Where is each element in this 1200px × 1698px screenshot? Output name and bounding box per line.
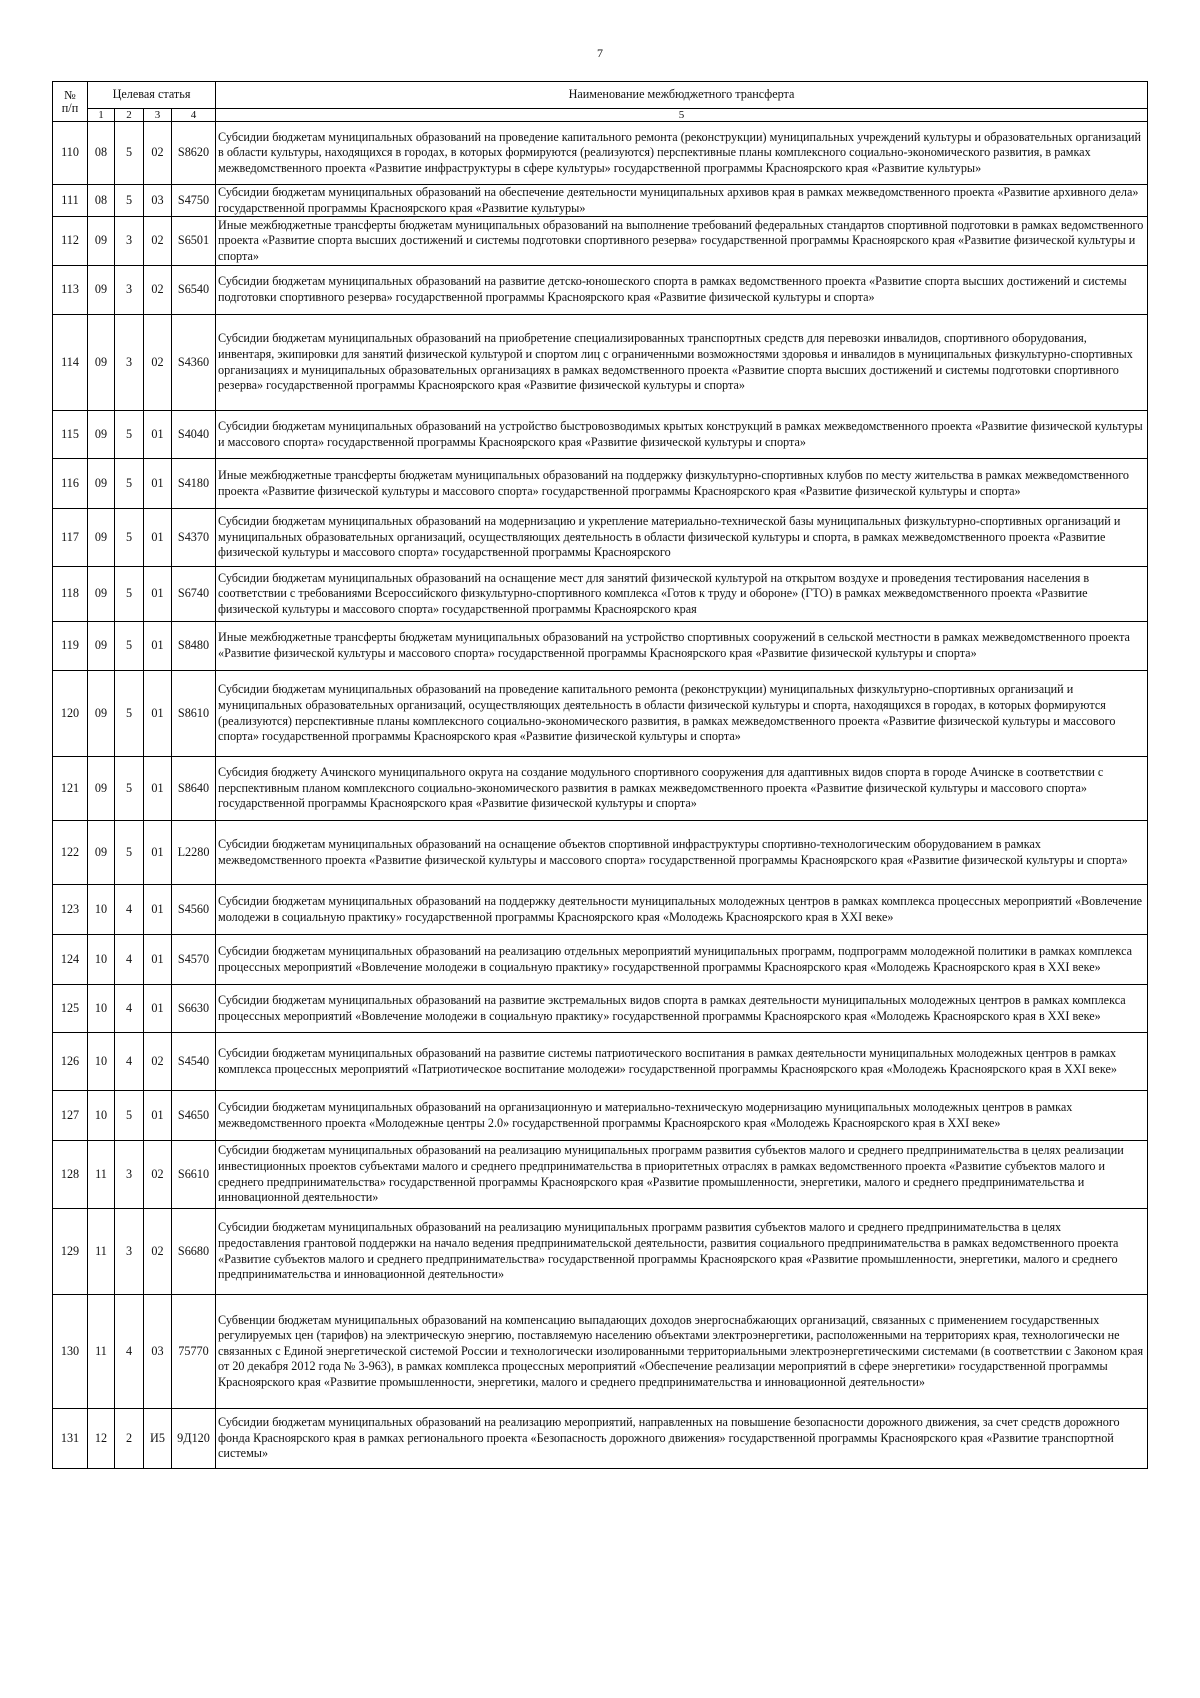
code-direction: S4370 — [172, 509, 216, 567]
transfer-name — [216, 935, 1148, 985]
row-number: 114 — [53, 315, 88, 411]
transfer-name-text: Иные межбюджетные трансферты бюджетам муниципальных образований на выполнение требований федеральных стандартов спортивной подготовки в рамках ведомственного проекта «Развитие спорта высших достижений и системы подготовки спортивного резерва» государственной программы Красноярского края «Развитие физической культуры и спорта» — [218, 217, 1144, 263]
table-row — [53, 459, 1148, 509]
code-direction: S8640 — [172, 757, 216, 821]
transfer-name — [216, 122, 1148, 185]
code-program: 10 — [88, 935, 115, 985]
transfer-name — [216, 1209, 1148, 1295]
code-direction: S8610 — [172, 671, 216, 757]
transfer-name — [216, 757, 1148, 821]
row-number: 112 — [53, 217, 88, 266]
code-subprogram: 4 — [115, 935, 144, 985]
table-row — [53, 1295, 1148, 1409]
code-direction: S4360 — [172, 315, 216, 411]
code-event: 01 — [144, 885, 172, 935]
code-event: 02 — [144, 122, 172, 185]
transfer-name-text: Субсидии бюджетам муниципальных образований на реализацию муниципальных программ развития субъектов малого и среднего предпринимательства в целях реализации инвестиционных проектов субъектами малого и среднего предпринимательства в приоритетных отраслях в рамках ведомственного проекта «Развитие субъектов малого и среднего предпринимательства» государственной программы Красноярского края «Развитие промышленности, энергетики, малого и среднего предпринимательства и инновационной деятельности» — [218, 1143, 1124, 1205]
code-event: 01 — [144, 1091, 172, 1141]
transfer-name-text: Субсидии бюджетам муниципальных образований на поддержку деятельности муниципальных молодежных центров в рамках комплекса процессных мероприятий «Вовлечение молодежи в социальную практику» государственной программы Красноярского края «Молодежь Красноярского края в XXI веке» — [218, 893, 1143, 924]
code-program: 11 — [88, 1141, 115, 1209]
page-number: 7 — [597, 46, 603, 60]
transfer-name — [216, 1409, 1148, 1469]
transfer-name — [216, 1091, 1148, 1141]
row-number: 129 — [53, 1209, 88, 1295]
code-subprogram: 4 — [115, 985, 144, 1033]
code-subprogram: 5 — [115, 122, 144, 185]
code-program: 09 — [88, 671, 115, 757]
code-direction: S4180 — [172, 459, 216, 509]
table-row — [53, 1033, 1148, 1091]
header-name: Наименование межбюджетного трансферта — [216, 82, 1148, 109]
code-event: 01 — [144, 459, 172, 509]
transfer-name-text: Субсидии бюджетам муниципальных образований на приобретение специализированных транспортных средств для перевозки инвалидов, спортивного оборудования, инвентаря, экипировки для занятий физической культурой и спортом лиц с ограниченными возможностями здоровья и инвалидов в муниципальных физкультурно-спортивных организациях и муниципальных образовательных организациях в рамках ведомственного проекта «Развитие спорта высших достижений и системы подготовки спортивного резерва» государственной программы Красноярского края «Развитие физической культуры и спорта» — [218, 331, 1133, 393]
row-number: 121 — [53, 757, 88, 821]
code-direction: S8620 — [172, 122, 216, 185]
code-subprogram: 5 — [115, 567, 144, 622]
code-program: 09 — [88, 266, 115, 315]
code-event: 01 — [144, 821, 172, 885]
transfer-name — [216, 185, 1148, 217]
table-row — [53, 885, 1148, 935]
code-event: 01 — [144, 671, 172, 757]
table-row — [53, 567, 1148, 622]
code-direction: S6740 — [172, 567, 216, 622]
table-row — [53, 315, 1148, 411]
code-direction: S6680 — [172, 1209, 216, 1295]
code-event: 02 — [144, 1141, 172, 1209]
transfer-name — [216, 459, 1148, 509]
code-direction: S6610 — [172, 1141, 216, 1209]
table-row — [53, 1141, 1148, 1209]
code-program: 11 — [88, 1209, 115, 1295]
row-number: 119 — [53, 622, 88, 671]
header-sub-row — [53, 109, 1148, 122]
header-target: Целевая статья — [88, 82, 216, 109]
table-row — [53, 217, 1148, 266]
code-subprogram: 3 — [115, 1209, 144, 1295]
table-row — [53, 757, 1148, 821]
code-subprogram: 5 — [115, 757, 144, 821]
code-event: 01 — [144, 509, 172, 567]
code-program: 09 — [88, 217, 115, 266]
code-program: 10 — [88, 885, 115, 935]
code-subprogram: 2 — [115, 1409, 144, 1469]
code-subprogram: 3 — [115, 315, 144, 411]
code-subprogram: 5 — [115, 509, 144, 567]
code-program: 10 — [88, 985, 115, 1033]
row-number: 128 — [53, 1141, 88, 1209]
header-row — [53, 82, 1148, 109]
transfer-name-text: Субсидии бюджетам муниципальных образований на модернизацию и укрепление материально-технической базы муниципальных физкультурно-спортивных организаций и муниципальных образовательных организаций, осуществляющих деятельность в области физической культуры и спорта, в рамках межведомственного проекта «Развитие физической культуры и массового спорта» государственной программы Красноярского — [218, 514, 1121, 560]
row-number: 122 — [53, 821, 88, 885]
table-row — [53, 985, 1148, 1033]
code-event: 01 — [144, 757, 172, 821]
transfer-name-text: Субсидии бюджетам муниципальных образований на развитие детско-юношеского спорта в рамках ведомственного проекта «Развитие спорта высших достижений и системы подготовки спортивного резерва» государственной программы Красноярского края «Развитие физической культуры и спорта» — [218, 274, 1127, 304]
transfer-name — [216, 509, 1148, 567]
code-subprogram: 5 — [115, 185, 144, 217]
transfer-name — [216, 1295, 1148, 1409]
header-num: № п/п — [53, 82, 88, 122]
code-event: 03 — [144, 185, 172, 217]
transfer-name-text: Субсидии бюджетам муниципальных образований на развитие системы патриотического воспитания в рамках деятельности муниципальных молодежных центров в рамках комплекса процессных мероприятий «Патриотическое воспитание молодежи» государственной программы Красноярского края «Молодежь Красноярского края в XXI веке» — [218, 1045, 1118, 1076]
transfer-name-text: Субвенции бюджетам муниципальных образований на компенсацию выпадающих доходов энергоснабжающих организаций, связанных с применением государственных регулируемых цен (тарифов) на электрическую энергию, поставляемую населению объектами электроэнергетики, расположенными на территориях края, технологически не связанных с Единой энергетической системой России и технологически изолированными территориальными электроэнергетическими системами (в соответствии с Законом края от 20 декабря 2012 года № 3-963), в рамках комплекса процессных мероприятий «Обеспечение реализации мероприятий в сфере энергетики» государственной программы Красноярского края «Развитие промышленности, энергетики, малого и среднего предпринимательства и инновационной деятельности» — [218, 1312, 1144, 1389]
code-subprogram: 5 — [115, 459, 144, 509]
header-sub-2: 2 — [115, 109, 144, 122]
code-event: 01 — [144, 622, 172, 671]
table-row — [53, 509, 1148, 567]
code-event: 02 — [144, 266, 172, 315]
transfer-name-text: Субсидии бюджетам муниципальных образований на оснащение мест для занятий физической культурой на открытом воздухе и проведения тестирования населения в соответствии с требованиями Всероссийского физкультурно-спортивного комплекса «Готов к труду и обороне» (ГТО) в рамках межведомственного проекта «Развитие физической культуры и массового спорта» государственной программы Красноярского края — [218, 570, 1090, 616]
row-number: 124 — [53, 935, 88, 985]
code-program: 11 — [88, 1295, 115, 1409]
code-program: 09 — [88, 411, 115, 459]
code-program: 09 — [88, 757, 115, 821]
code-event: 01 — [144, 985, 172, 1033]
code-program: 09 — [88, 567, 115, 622]
transfer-name-text: Субсидии бюджетам муниципальных образований на организационную и материально-техническую модернизацию муниципальных молодежных центров в рамках межведомственного проекта «Молодежные центры 2.0» государственной программы Красноярского края «Молодежь Красноярского края в XXI веке» — [218, 1099, 1073, 1130]
code-subprogram: 4 — [115, 885, 144, 935]
code-direction: 9Д120 — [172, 1409, 216, 1469]
transfer-name-text: Субсидии бюджетам муниципальных образований на реализацию мероприятий, направленных на повышение безопасности дорожного движения, за счет средств дорожного фонда Красноярского края в рамках регионального проекта «Безопасность дорожного движения» государственной программы Красноярского края «Развитие транспортной системы» — [218, 1415, 1120, 1461]
header-sub-1: 1 — [88, 109, 115, 122]
table-row — [53, 1409, 1148, 1469]
code-subprogram: 4 — [115, 1295, 144, 1409]
row-number: 120 — [53, 671, 88, 757]
transfer-name — [216, 821, 1148, 885]
transfer-name — [216, 622, 1148, 671]
row-number: 126 — [53, 1033, 88, 1091]
transfer-name-text: Субсидии бюджетам муниципальных образований на оснащение объектов спортивной инфраструктуры спортивно-технологическим оборудованием в рамках межведомственного проекта «Развитие физической культуры и массового спорта» государственной программы Красноярского края «Развитие физической культуры и спорта» — [218, 836, 1128, 867]
row-number: 111 — [53, 185, 88, 217]
row-number: 110 — [53, 122, 88, 185]
row-number: 127 — [53, 1091, 88, 1141]
code-direction: S6540 — [172, 266, 216, 315]
transfer-name — [216, 315, 1148, 411]
transfer-name — [216, 411, 1148, 459]
code-program: 12 — [88, 1409, 115, 1469]
code-program: 08 — [88, 185, 115, 217]
code-program: 09 — [88, 821, 115, 885]
code-subprogram: 5 — [115, 1091, 144, 1141]
row-number: 125 — [53, 985, 88, 1033]
code-subprogram: 5 — [115, 821, 144, 885]
code-event: 02 — [144, 1209, 172, 1295]
transfer-name-text: Субсидии бюджетам муниципальных образований на проведение капитального ремонта (реконструкции) муниципальных физкультурно-спортивных организаций и муниципальных образовательных организаций, осуществляющих деятельность в области физической культуры и спорта, находящихся в городах, в которых формируются (реализуются) перспективные планы комплексного социально-экономического развития, в рамках межведомственного проекта «Развитие физической культуры и массового спорта» государственной программы Красноярского края «Развитие физической культуры и спорта» — [218, 682, 1116, 744]
table-row — [53, 411, 1148, 459]
transfers-table — [52, 81, 1148, 1469]
transfer-name — [216, 985, 1148, 1033]
header-sub-5: 5 — [216, 109, 1148, 122]
transfer-name — [216, 567, 1148, 622]
row-number: 123 — [53, 885, 88, 935]
code-direction: S4560 — [172, 885, 216, 935]
code-event: 02 — [144, 1033, 172, 1091]
code-direction: L2280 — [172, 821, 216, 885]
code-direction: S6630 — [172, 985, 216, 1033]
code-event: 01 — [144, 411, 172, 459]
code-program: 08 — [88, 122, 115, 185]
transfer-name-text: Субсидии бюджетам муниципальных образований на реализацию муниципальных программ развития субъектов малого и среднего предпринимательства в целях предоставления грантовой поддержки на начало ведения предпринимательской деятельности, развития социального предпринимательства в рамках ведомственного проекта «Развитие субъектов малого и среднего предпринимательства» государственной программы Красноярского края «Развитие промышленности, энергетики, малого и среднего предпринимательства и инновационной деятельности» — [218, 1220, 1119, 1282]
row-number: 116 — [53, 459, 88, 509]
transfer-name-text: Субсидии бюджетам муниципальных образований на реализацию отдельных мероприятий муниципальных программ, подпрограмм молодежной политики в рамках комплекса процессных мероприятий «Вовлечение молодежи в социальную практику» государственной программы Красноярского края «Молодежь Красноярского края в XXI веке» — [218, 943, 1133, 974]
table-row — [53, 266, 1148, 315]
code-direction: S8480 — [172, 622, 216, 671]
code-subprogram: 5 — [115, 671, 144, 757]
transfer-name-text: Субсидии бюджетам муниципальных образований на устройство быстровозводимых крытых конструкций в рамках межведомственного проекта «Развитие физической культуры и массового спорта» государственной программы Красноярского края «Развитие физической культуры и спорта» — [218, 418, 1143, 449]
transfer-name — [216, 1141, 1148, 1209]
code-direction: S4570 — [172, 935, 216, 985]
code-event: И5 — [144, 1409, 172, 1469]
code-direction: S4040 — [172, 411, 216, 459]
code-program: 09 — [88, 622, 115, 671]
code-subprogram: 3 — [115, 217, 144, 266]
code-event: 02 — [144, 217, 172, 266]
transfer-name-text: Субсидии бюджетам муниципальных образований на обеспечение деятельности муниципальных архивов края в рамках межведомственного проекта «Развитие архивного дела» государственной программы Красноярского края «Развитие культуры» — [218, 185, 1139, 215]
transfer-name — [216, 671, 1148, 757]
transfer-name-text: Субсидии бюджетам муниципальных образований на развитие экстремальных видов спорта в рамках деятельности муниципальных молодежных центров в рамках комплекса процессных мероприятий «Вовлечение молодежи в социальную практику» государственной программы Красноярского края «Молодежь Красноярского края в XXI веке» — [218, 992, 1126, 1023]
code-program: 10 — [88, 1033, 115, 1091]
table-row — [53, 622, 1148, 671]
code-program: 09 — [88, 509, 115, 567]
code-program: 10 — [88, 1091, 115, 1141]
code-event: 03 — [144, 1295, 172, 1409]
table-row — [53, 671, 1148, 757]
header-sub-4: 4 — [172, 109, 216, 122]
transfer-name-text: Иные межбюджетные трансферты бюджетам муниципальных образований на поддержку физкультурно-спортивных клубов по месту жительства в рамках межведомственного проекта «Развитие физической культуры и массового спорта» государственной программы Красноярского края «Развитие физической культуры и спорта» — [218, 467, 1130, 498]
transfer-name-text: Иные межбюджетные трансферты бюджетам муниципальных образований на устройство спортивных сооружений в сельской местности в рамках межведомственного проекта «Развитие физической культуры и массового спорта» государственной программы Красноярского края «Развитие физической культуры и спорта» — [218, 630, 1130, 660]
code-subprogram: 3 — [115, 266, 144, 315]
row-number: 131 — [53, 1409, 88, 1469]
code-direction: S4540 — [172, 1033, 216, 1091]
transfer-name-text: Субсидии бюджетам муниципальных образований на проведение капитального ремонта (реконструкции) муниципальных учреждений культуры и образовательных организаций в области культуры, находящихся в городах, в которых формируются (реализуются) перспективные планы комплексного социально-экономического развития, в рамках межведомственного проекта «Развитие инфраструктуры в сфере культуры» государственной программы Красноярского края «Развитие культуры» — [218, 129, 1142, 175]
row-number: 115 — [53, 411, 88, 459]
row-number: 113 — [53, 266, 88, 315]
code-event: 02 — [144, 315, 172, 411]
transfer-name-text: Субсидия бюджету Ачинского муниципального округа на создание модульного спортивного сооружения для адаптивных видов спорта в городе Ачинске в соответствии с перспективным планом комплексного социально-экономического развития в рамках межведомственного проекта «Развитие физической культуры и массового спорта» государственной программы Красноярского края «Развитие физической культуры и спорта» — [218, 765, 1104, 811]
transfer-name — [216, 885, 1148, 935]
table-row — [53, 935, 1148, 985]
code-subprogram: 3 — [115, 1141, 144, 1209]
table-row — [53, 1091, 1148, 1141]
header-sub-3: 3 — [144, 109, 172, 122]
row-number: 118 — [53, 567, 88, 622]
table-row — [53, 821, 1148, 885]
transfer-name — [216, 1033, 1148, 1091]
table-row — [53, 185, 1148, 217]
row-number: 117 — [53, 509, 88, 567]
code-event: 01 — [144, 935, 172, 985]
table-row — [53, 1209, 1148, 1295]
code-subprogram: 4 — [115, 1033, 144, 1091]
table-row — [53, 122, 1148, 185]
code-direction: 75770 — [172, 1295, 216, 1409]
code-direction: S4750 — [172, 185, 216, 217]
code-direction: S6501 — [172, 217, 216, 266]
transfer-name — [216, 217, 1148, 266]
code-subprogram: 5 — [115, 622, 144, 671]
code-event: 01 — [144, 567, 172, 622]
code-direction: S4650 — [172, 1091, 216, 1141]
code-program: 09 — [88, 459, 115, 509]
code-subprogram: 5 — [115, 411, 144, 459]
code-program: 09 — [88, 315, 115, 411]
row-number: 130 — [53, 1295, 88, 1409]
transfer-name — [216, 266, 1148, 315]
